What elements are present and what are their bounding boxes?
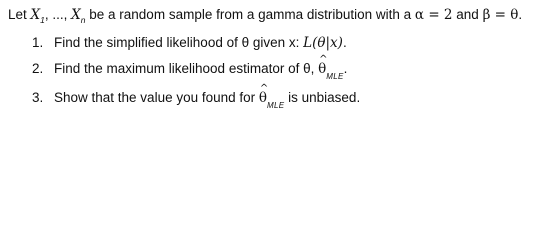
item-number: 3. <box>32 90 44 105</box>
item-text: Find the maximum likelihood estimator of θ, <box>54 61 319 76</box>
list-item <box>32 90 361 110</box>
item-number: 2. <box>32 61 44 76</box>
list-item <box>32 35 347 51</box>
variable-xn: X <box>71 7 81 23</box>
item-text: Find the simplified likelihood of θ given x: <box>54 35 304 50</box>
intro-middle: be a random sample from a gamma distribution with a <box>85 7 415 22</box>
mle-subscript: MLE <box>326 72 344 81</box>
item-end: is unbiased. <box>284 90 361 105</box>
mle-subscript: MLE <box>267 101 285 110</box>
item-end: . <box>342 35 347 50</box>
intro-and: and <box>452 7 483 22</box>
list-item <box>32 61 348 81</box>
theta-hat-symbol: ^ θ <box>259 90 267 106</box>
ellipsis-separator: , ..., <box>44 7 72 22</box>
likelihood-expression: L(θ|x) <box>303 35 343 51</box>
beta-expression: β = θ <box>482 7 519 23</box>
intro-line <box>8 7 522 23</box>
alpha-expression: α = 2 <box>414 7 453 23</box>
variable-x1: X <box>30 7 41 23</box>
item-text: Show that the value you found for <box>54 90 259 105</box>
subscript-n: n <box>80 15 86 25</box>
intro-prefix: Let <box>8 7 31 22</box>
item-end: . <box>343 61 348 76</box>
theta-hat-symbol: ^ θ <box>318 61 326 77</box>
question-text <box>0 0 542 111</box>
intro-end: . <box>518 7 523 22</box>
item-number: 1. <box>32 35 44 50</box>
subscript-1: 1 <box>40 15 45 25</box>
